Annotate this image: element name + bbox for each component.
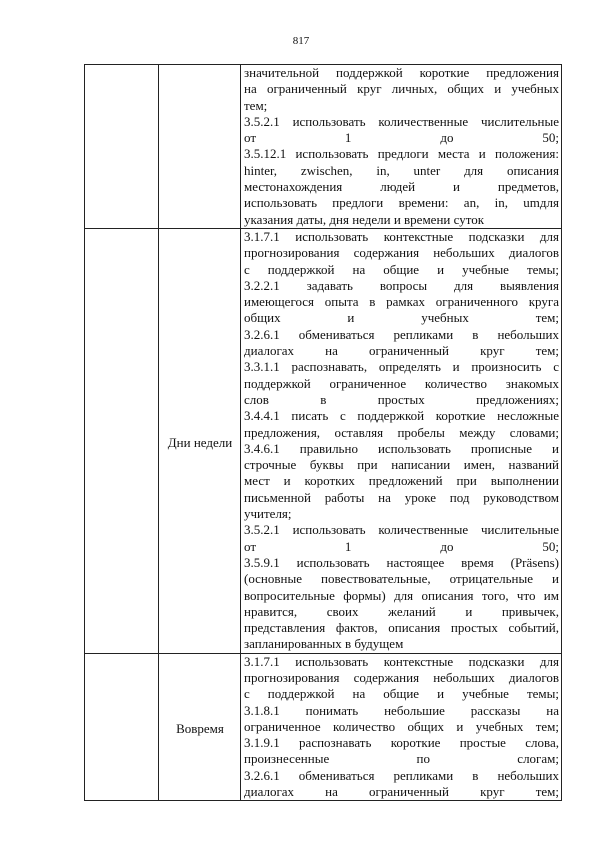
objective-line: hinter, zwischen, in, unter для описания [244, 162, 559, 178]
objective-line: произнесенные по слогам; [244, 751, 559, 767]
objective-line: 3.5.2.1 использовать количественные числительные [244, 113, 559, 129]
objective-line: тем; [244, 97, 268, 113]
objective-line: на ограниченный круг личных, общих и учебных [244, 81, 559, 97]
objective-line: прогнозирования содержания небольших диалогов [244, 669, 559, 685]
objective-line: поддержкой ограниченное количество знакомых [244, 375, 559, 391]
objective-line: местонахождения людей и предметов, [244, 179, 559, 195]
objective-line: письменной работы на уроке под руководством [244, 489, 559, 505]
section-cell [85, 65, 159, 229]
objectives-cell [241, 65, 562, 229]
objective-line: 3.5.12.1 использовать предлоги места и положения: [244, 146, 559, 162]
objective-line: представления фактов, описания простых событий, [244, 620, 559, 636]
objective-line: прогнозирования содержания небольших диалогов [244, 245, 559, 261]
objective-line: диалогах на ограниченный круг тем; [244, 343, 559, 359]
objective-line: 3.2.2.1 задавать вопросы для выявления [244, 277, 559, 293]
objective-line: нравится, своих желаний и привычек, [244, 603, 559, 619]
topic-label: Вовремя [176, 720, 224, 736]
page-number: 817 [292, 35, 310, 47]
objective-line: значительной поддержкой короткие предложения [244, 65, 559, 80]
objective-line: 3.4.4.1 писать с поддержкой короткие несложные [244, 408, 559, 424]
section-cell [85, 653, 159, 801]
curriculum-table-body [85, 65, 562, 801]
curriculum-table [84, 64, 562, 801]
objective-line: общих и учебных тем; [244, 310, 559, 326]
objective-line: 3.5.9.1 использовать настоящее время (Präsens) [244, 554, 559, 570]
objective-line: ограниченное количество общих и учебных тем; [244, 718, 559, 734]
objective-line: от 1 до 50; [244, 130, 559, 146]
objective-line: указания даты, дня недели и времени суток [244, 211, 485, 227]
table-row [85, 65, 562, 229]
objective-line: диалогах на ограниченный круг тем; [244, 784, 559, 800]
objective-line: имеющегося опыта в рамках ограниченного круга [244, 294, 559, 310]
objective-line: (основные повествовательные, отрицательные и [244, 571, 559, 587]
objective-line: 3.2.6.1 обмениваться репликами в небольших [244, 767, 559, 783]
section-cell [85, 228, 159, 653]
table-row [85, 653, 562, 801]
objective-line: с поддержкой на общие и учебные темы; [244, 686, 559, 702]
topic-cell [159, 653, 241, 801]
topic-label: Дни недели [167, 434, 233, 450]
objective-line: от 1 до 50; [244, 538, 559, 554]
objective-line: 3.3.1.1 распознавать, определять и произносить с [244, 359, 559, 375]
objective-line: учителя; [244, 506, 292, 522]
table-row [85, 228, 562, 653]
objective-line: 3.1.7.1 использовать контекстные подсказки для [244, 653, 559, 669]
topic-cell [159, 65, 241, 229]
objective-line: 3.1.9.1 распознавать короткие простые слова, [244, 735, 559, 751]
objective-line: слов в простых предложениях; [244, 391, 559, 407]
objective-line: 3.5.2.1 использовать количественные числительные [244, 522, 559, 538]
objective-line: предложения, оставляя пробелы между словами; [244, 424, 559, 440]
objective-line: вопросительные формы) для описания того, что им [244, 587, 559, 603]
objective-line: использовать предлоги времени: an, in, umдля [244, 195, 559, 211]
objective-line: мест и коротких предложений при выполнении [244, 473, 559, 489]
objective-line: 3.1.7.1 использовать контекстные подсказки для [244, 228, 559, 244]
objectives-cell [241, 653, 562, 801]
objectives-cell [241, 228, 562, 653]
objective-line: с поддержкой на общие и учебные темы; [244, 261, 559, 277]
objective-line: строчные буквы при написании имен, названий [244, 457, 559, 473]
objective-line: запланированных в будущем [244, 636, 404, 652]
topic-cell [159, 228, 241, 653]
objective-line: 3.2.6.1 обмениваться репликами в небольших [244, 326, 559, 342]
objective-line: 3.4.6.1 правильно использовать прописные и [244, 440, 559, 456]
objective-line: 3.1.8.1 понимать небольшие рассказы на [244, 702, 559, 718]
